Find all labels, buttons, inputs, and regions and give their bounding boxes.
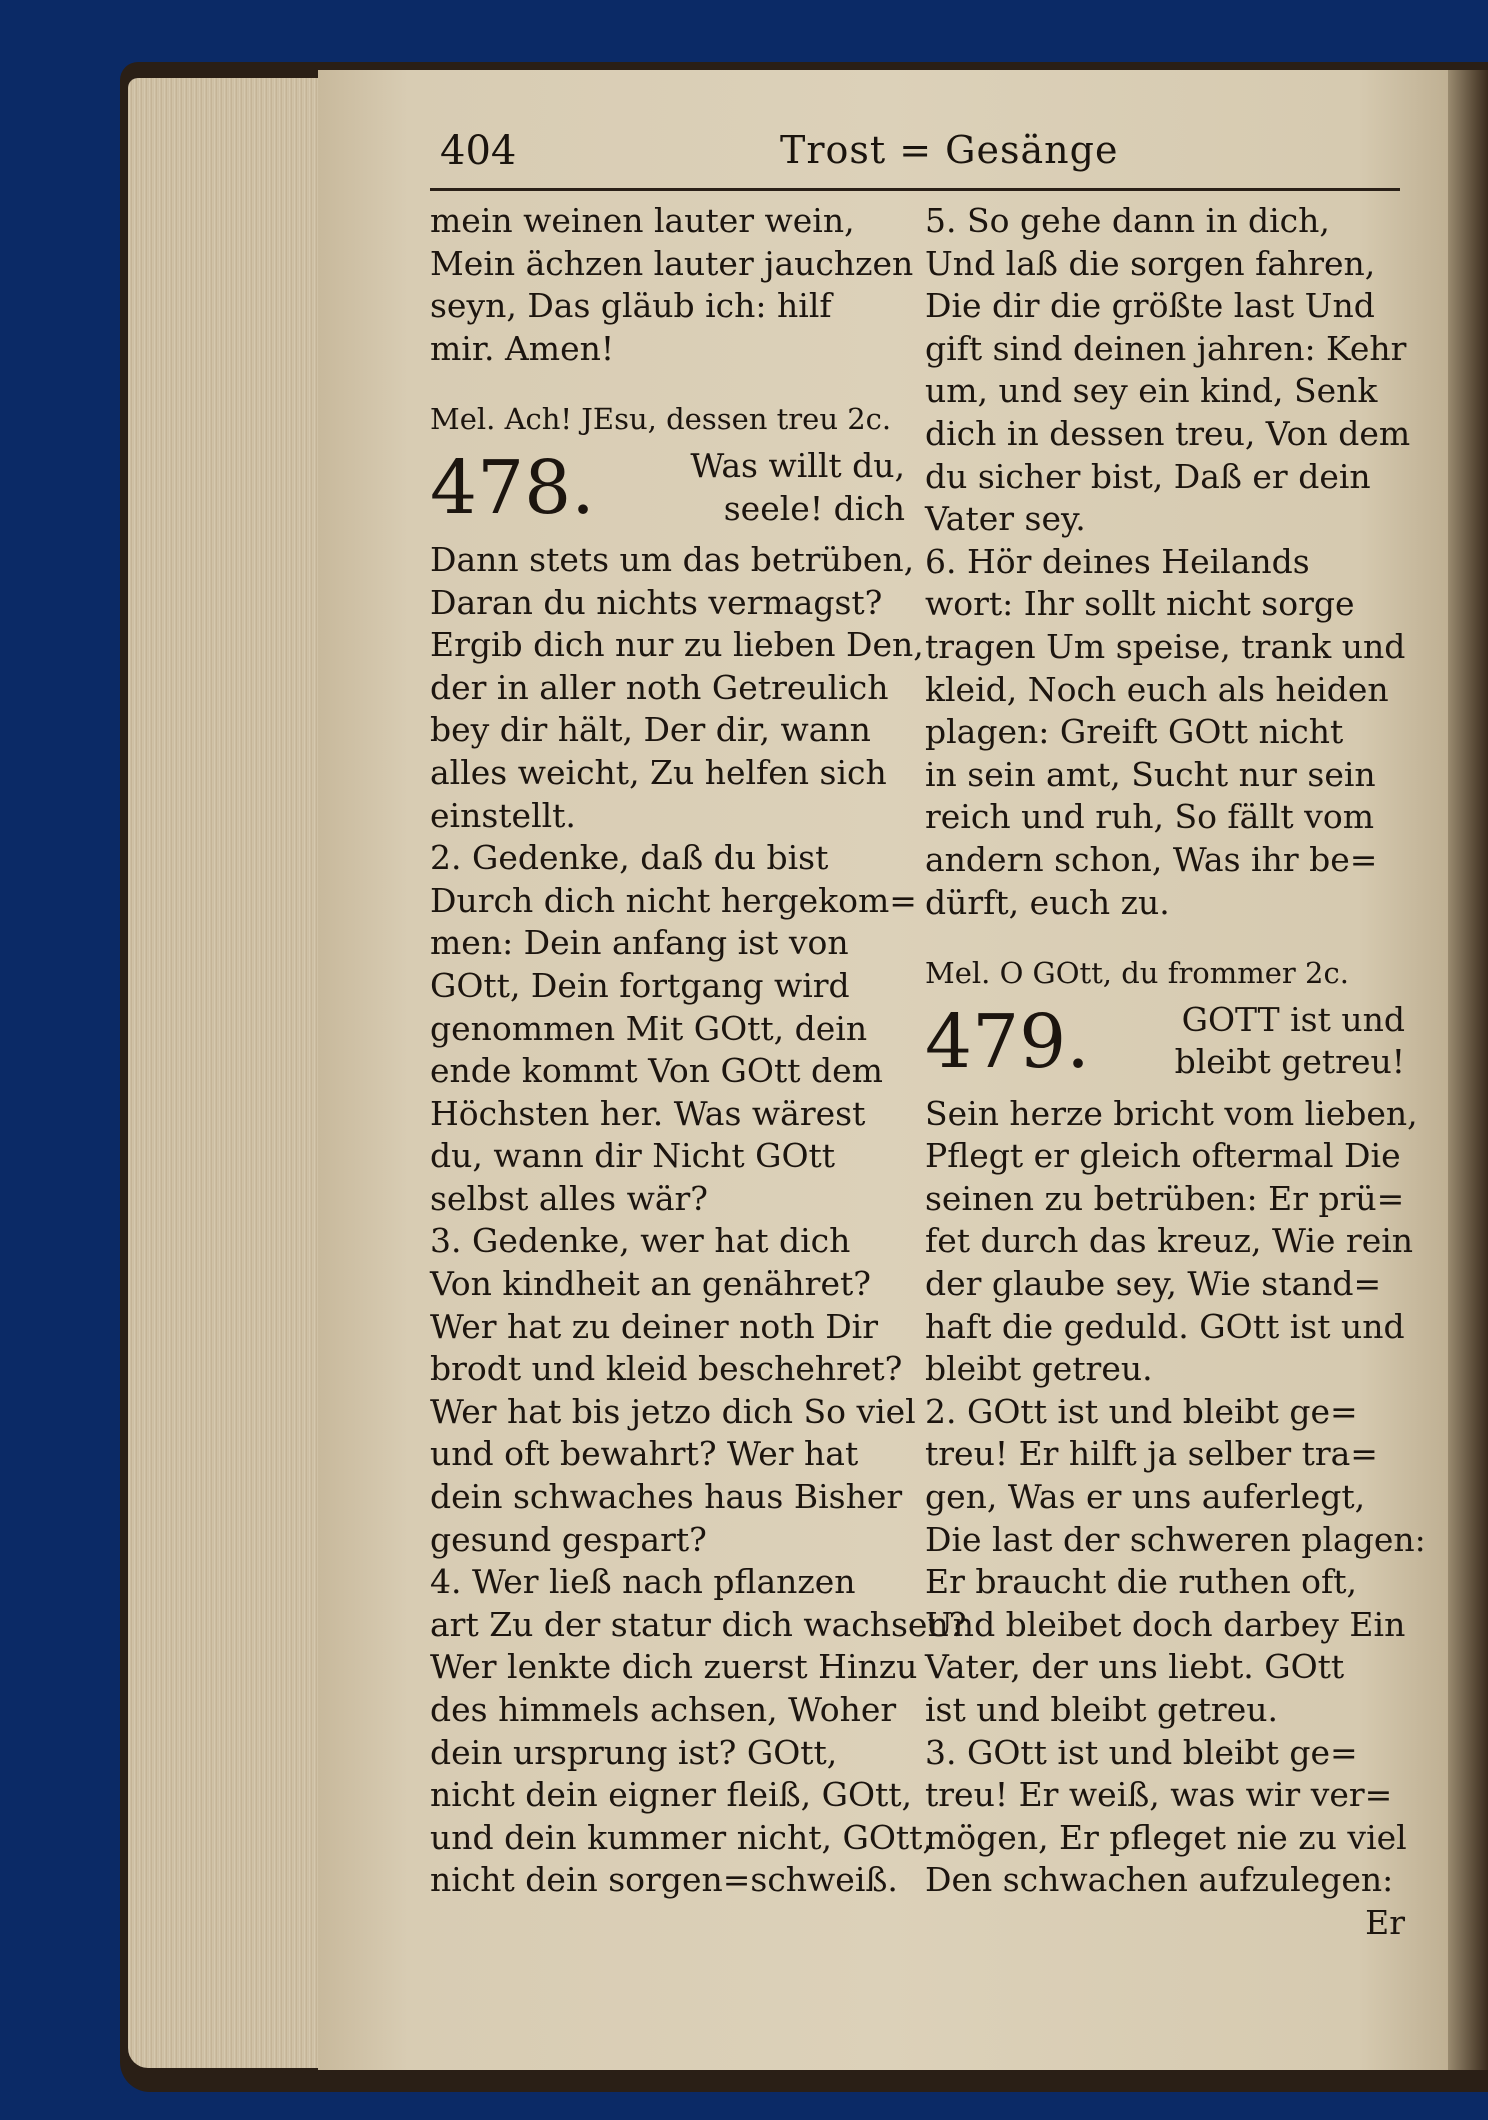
text-line: um, und sey ein kind, Senk xyxy=(925,371,1378,411)
text-line: gift sind deinen jahren: Kehr xyxy=(925,328,1407,368)
text-line: einstellt. xyxy=(430,795,576,835)
text-line: bleibt getreu. xyxy=(925,1349,1153,1389)
text-line: 4. Wer ließ nach pflanzen xyxy=(430,1562,856,1602)
text-line: du sicher bist, Daß er dein xyxy=(925,456,1371,496)
text-line: dürft, euch zu. xyxy=(925,882,1170,922)
text-line: Höchsten her. Was wärest xyxy=(430,1093,866,1133)
verse-block xyxy=(925,200,1411,924)
text-line: 3. GOtt ist und bleibt ge= xyxy=(925,1732,1358,1772)
text-line: Die dir die größte last Und xyxy=(925,286,1375,326)
text-line: Ergib dich nur zu lieben Den, xyxy=(430,625,924,665)
hymn-number: 478. xyxy=(430,444,595,531)
text-line: mögen, Er pfleget nie zu viel xyxy=(925,1817,1407,1857)
text-line: haft die geduld. GOtt ist und xyxy=(925,1306,1405,1346)
text-line: art Zu der statur dich wachsen? xyxy=(430,1604,967,1644)
text-line: Die last der schweren plagen: xyxy=(925,1519,1426,1559)
running-title: Trost = Gesänge xyxy=(780,128,1119,172)
text-line: Wer hat bis jetzo dich So viel xyxy=(430,1391,916,1431)
text-line: brodt und kleid beschehret? xyxy=(430,1349,903,1389)
text-line: 6. Hör deines Heilands xyxy=(925,541,1310,581)
text-line: Und bleibet doch darbey Ein xyxy=(925,1604,1406,1644)
text-line: des himmels achsen, Woher xyxy=(430,1690,897,1729)
text-line: Er braucht die ruthen oft, xyxy=(925,1562,1358,1602)
hymn-heading xyxy=(925,999,1405,1093)
melody-line: Mel. O GOtt, du frommer 2c. xyxy=(925,956,1349,991)
text-line: alles weicht, Zu helfen sich xyxy=(430,752,887,792)
text-line: der glaube sey, Wie stand= xyxy=(925,1264,1382,1304)
hymn-first-line: seele! dich xyxy=(723,488,905,528)
text-line: genommen Mit GOtt, dein xyxy=(430,1008,868,1048)
text-line: selbst alles wär? xyxy=(430,1178,708,1218)
text-line: Mein ächzen lauter jauchzen xyxy=(430,243,914,283)
page-edges xyxy=(128,78,328,2068)
text-line: Dann stets um das betrüben, xyxy=(430,539,915,579)
text-line: mir. Amen! xyxy=(430,328,615,368)
text-line: fet durch das kreuz, Wie rein xyxy=(925,1221,1414,1261)
hymn-heading xyxy=(430,445,905,539)
hymn-body xyxy=(925,1093,1426,1902)
page-header xyxy=(440,128,1390,188)
text-line: 2. GOtt ist und bleibt ge= xyxy=(925,1391,1358,1431)
hymn-first-line: Was willt du, xyxy=(690,445,905,485)
text-line: nicht dein eigner fleiß, GOtt, xyxy=(430,1775,913,1815)
hymn-number: 479. xyxy=(925,998,1090,1085)
text-line: der in aller noth Getreulich xyxy=(430,667,889,707)
text-line: Sein herze bricht vom lieben, xyxy=(925,1093,1418,1133)
text-line: kleid, Noch euch als heiden xyxy=(925,669,1389,709)
text-line: Den schwachen aufzulegen: xyxy=(925,1860,1394,1900)
text-line: Und laß die sorgen fahren, xyxy=(925,243,1376,283)
text-line: dein schwaches haus Bisher xyxy=(430,1477,903,1517)
header-rule xyxy=(430,188,1400,191)
text-line: du, wann dir Nicht GOtt xyxy=(430,1136,836,1176)
text-line: wort: Ihr sollt nicht sorge xyxy=(925,584,1355,624)
text-line: andern schon, Was ihr be= xyxy=(925,839,1378,879)
text-line: dein ursprung ist? GOtt, xyxy=(430,1732,838,1772)
catchword: Er xyxy=(1365,1902,1405,1942)
text-line: gesund gespart? xyxy=(430,1519,707,1559)
text-line: seinen zu betrüben: Er prü= xyxy=(925,1178,1405,1218)
text-line: dich in dessen treu, Von dem xyxy=(925,413,1411,453)
hymn-first-line: GOTT ist und xyxy=(1181,999,1405,1039)
text-line: Pflegt er gleich oftermal Die xyxy=(925,1136,1401,1176)
text-line: Vater, der uns liebt. GOtt xyxy=(925,1647,1345,1687)
text-line: GOtt, Dein fortgang wird xyxy=(430,965,850,1005)
text-line: und dein kummer nicht, GOtt, xyxy=(430,1817,933,1857)
text-line: treu! Er weiß, was wir ver= xyxy=(925,1775,1393,1815)
text-line: reich und ruh, So fällt vom xyxy=(925,797,1374,837)
hymn-first-line: bleibt getreu! xyxy=(1174,1042,1405,1082)
text-line: Durch dich nicht hergekom= xyxy=(430,880,917,920)
hymn-body xyxy=(430,539,967,1902)
text-line: ende kommt Von GOtt dem xyxy=(430,1051,883,1091)
book-gutter xyxy=(1448,70,1488,2070)
text-line: mein weinen lauter wein, xyxy=(430,201,855,240)
text-line: ist und bleibt getreu. xyxy=(925,1690,1278,1729)
text-line: Wer lenkte dich zuerst Hinzu xyxy=(430,1647,918,1687)
text-line: 2. Gedenke, daß du bist xyxy=(430,838,829,878)
text-line: treu! Er hilft ja selber tra= xyxy=(925,1434,1378,1474)
text-line: bey dir hält, Der dir, wann xyxy=(430,710,871,750)
text-line: 3. Gedenke, wer hat dich xyxy=(430,1221,851,1261)
text-line: Von kindheit an genähret? xyxy=(430,1264,871,1304)
text-line: in sein amt, Sucht nur sein xyxy=(925,754,1376,794)
right-column xyxy=(925,200,1426,1945)
text-line: men: Dein anfang ist von xyxy=(430,923,849,963)
melody-line: Mel. Ach! JEsu, dessen treu 2c. xyxy=(430,402,892,437)
text-line: Daran du nichts vermagst? xyxy=(430,582,883,622)
text-line: seyn, Das gläub ich: hilf xyxy=(430,286,832,326)
left-column xyxy=(430,200,967,1902)
text-line: nicht dein sorgen=schweiß. xyxy=(430,1860,898,1900)
text-line: und oft bewahrt? Wer hat xyxy=(430,1434,859,1474)
text-line: Vater sey. xyxy=(925,499,1086,539)
text-line: tragen Um speise, trank und xyxy=(925,626,1406,666)
page-number: 404 xyxy=(440,128,517,174)
text-line: gen, Was er uns auferlegt, xyxy=(925,1477,1366,1517)
text-line: plagen: Greift GOtt nicht xyxy=(925,712,1344,752)
text-line: Wer hat zu deiner noth Dir xyxy=(430,1306,878,1346)
text-line: 5. So gehe dann in dich, xyxy=(925,201,1330,240)
